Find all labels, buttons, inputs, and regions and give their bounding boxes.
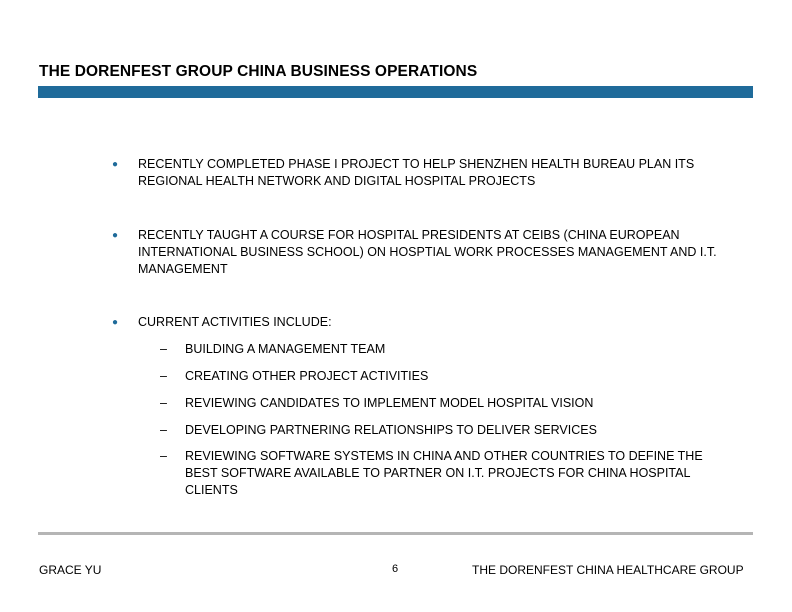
title-divider-bar xyxy=(38,86,753,98)
dash-icon: – xyxy=(160,342,167,356)
footer-divider-bar xyxy=(38,532,753,535)
dash-icon: – xyxy=(160,396,167,410)
sub-bullet-text: BUILDING A MANAGEMENT TEAM xyxy=(185,342,386,356)
slide-title: THE DORENFEST GROUP CHINA BUSINESS OPERATIONS xyxy=(39,63,478,80)
dash-icon: – xyxy=(160,449,167,463)
sub-bullet-text: REVIEWING CANDIDATES TO IMPLEMENT MODEL HOSPITAL VISION xyxy=(185,396,594,410)
dash-icon: – xyxy=(160,423,167,437)
bullet-text: RECENTLY COMPLETED PHASE I PROJECT TO HELP SHENZHEN HEALTH BUREAU PLAN ITS REGIONAL HEALTH NETWORK AND DIGITAL HOSPITAL PROJECTS xyxy=(138,157,695,188)
bullet-dot-icon: ● xyxy=(112,317,119,328)
sub-bullet-text: DEVELOPING PARTNERING RELATIONSHIPS TO DELIVER SERVICES xyxy=(185,423,597,437)
dash-icon: – xyxy=(160,369,167,383)
footer-author: GRACE YU xyxy=(39,563,102,577)
bullet-text: CURRENT ACTIVITIES INCLUDE: xyxy=(138,315,332,329)
bullet-dot-icon: ● xyxy=(112,159,119,170)
sub-bullet-text: REVIEWING SOFTWARE SYSTEMS IN CHINA AND OTHER COUNTRIES TO DEFINE THE BEST SOFTWARE AVAILABLE TO PARTNER ON I.T. PROJECTS FOR CHINA HOSPITAL CLIENTS xyxy=(185,449,703,497)
page-number: 6 xyxy=(392,563,399,575)
sub-bullet-text: CREATING OTHER PROJECT ACTIVITIES xyxy=(185,369,429,383)
bullet-dot-icon: ● xyxy=(112,230,119,241)
bullet-text: RECENTLY TAUGHT A COURSE FOR HOSPITAL PRESIDENTS AT CEIBS (CHINA EUROPEAN INTERNATIONAL BUSINESS SCHOOL) ON HOSPTIAL WORK PROCESSES MANAGEMENT AND I.T. MANAGEMENT xyxy=(138,228,717,276)
footer-organization: THE DORENFEST CHINA HEALTHCARE GROUP xyxy=(472,563,744,577)
